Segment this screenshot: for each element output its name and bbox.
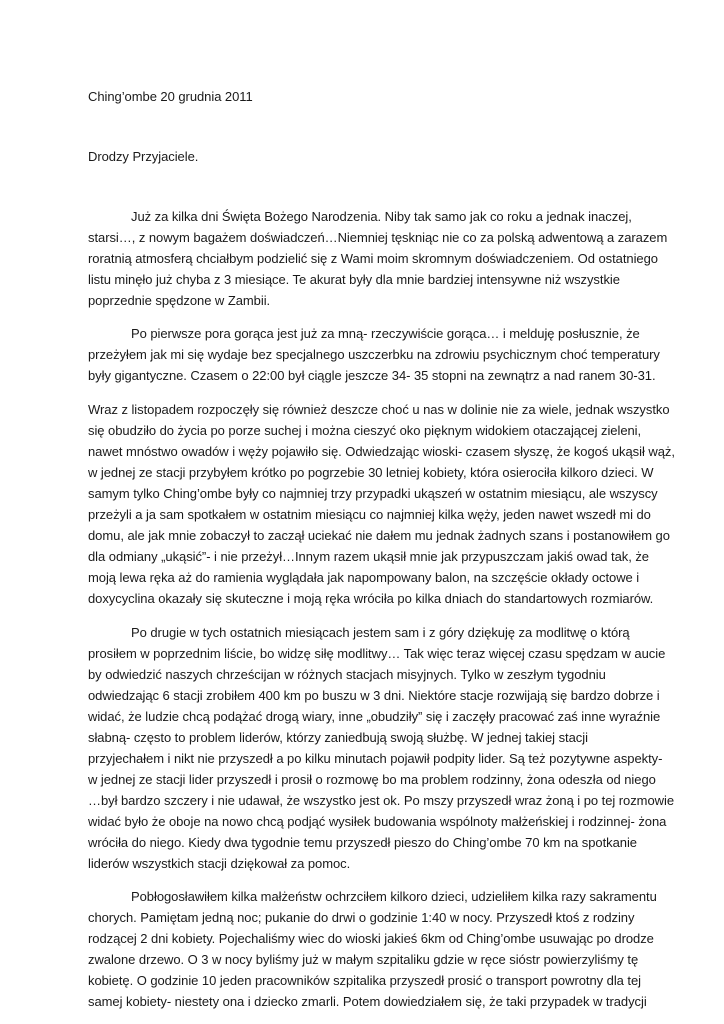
text-line: moją lewa ręka aż do ramienia wyglądała jak napompowany balon, na szczęście okłady octowe i (88, 570, 640, 585)
text-line: Już za kilka dni Święta Bożego Narodzenia. Niby tak samo jak co roku a jednak inaczej, (131, 209, 632, 224)
text-line: nawet mnóstwo owadów i węży pojawiło się. Odwiedzając wioski- czasem słyszę, że kogoś ukąsił wąż, (88, 444, 675, 459)
text-line: przeżyłem jak mi się wydaje bez specjalnego uszczerbku na zdrowiu psychicznym choć temperatury (88, 347, 660, 362)
text-line: były gigantyczne. Czasem o 22:00 był ciągle jeszcze 34- 35 stopni na zewnątrz a nad ranem 30-31. (88, 368, 656, 383)
text-line: odwiedzając 6 stacji zrobiłem 400 km po buszu w 3 dni. Niektóre stacje rozwijają się bardzo dobrze i (88, 688, 660, 703)
text-line: w jednej ze stacji lider przyszedł i prosił o rozmowę bo ma problem rodzinny, żona odeszła od niego (88, 772, 656, 787)
text-line: liderów wszystkich stacji dziękował za pomoc. (88, 856, 351, 871)
text-line: zwalone drzewo. O 3 w nocy byliśmy już w małym szpitaliku gdzie w ręce sióstr powierzyliśmy tę (88, 952, 639, 967)
letter-greeting: Drodzy Przyjaciele. (88, 149, 199, 164)
text-line: starsi…, z nowym bagażem doświadczeń…Niemniej tęskniąc nie co za polską adwentową a zarazem (88, 230, 668, 245)
text-line: listu minęło już chyba z 3 miesiące. Te akurat były dla mnie bardziej intensywne niż wszystkie (88, 272, 620, 287)
text-line: wróciła do niego. Kiedy dwa tygodnie temu przyszedł pieszo do Ching’ombe 70 km na spotkanie (88, 835, 637, 850)
text-line: przeżyli a ja sam spotkałem w ostatnim miesiącu co najmniej kilka węży, jeden nawet wszedł mi do (88, 507, 651, 522)
text-line: samej kobiety- niestety ona i dziecko zmarli. Potem dowiedziałem się, że taki przypadek w tradycji (88, 994, 647, 1009)
text-line: Po pierwsze pora gorąca jest już za mną- rzeczywiście gorąca… i melduję posłusznie, że (131, 326, 640, 341)
text-line: słabną- często to problem liderów, którzy zaniedbują swoją służbę. W jednej takiej stacji (88, 730, 588, 745)
text-line: doxycyclina okazały się skuteczne i moją ręka wróciła po kilka dniach do standartowych rozmiarów. (88, 591, 654, 606)
text-line: się obudziło do życia po porze suchej i można cieszyć oko pięknym widokiem otaczającej zieleni, (88, 423, 642, 438)
text-line: widać było że oboje na nowo chcą podjąć wysiłek budowania wspólnoty małżeńskiej i rodzinnej- żona (88, 814, 667, 829)
text-line: kobietę. O godzinie 10 jeden pracowników szpitalika przyszedł prosić o transport powrotny dla tej (88, 973, 641, 988)
text-line: poprzednie spędzone w Zambii. (88, 293, 271, 308)
text-line: dla odmiany „ukąsić”- i nie przeżył…Innym razem ukąsił mnie jak przypuszczam jakiś owad tak, że (88, 549, 649, 564)
text-line: …był bardzo szczery i nie udawał, że wszystko jest ok. Po mszy przyszedł wraz żoną i po tej rozmowie (88, 793, 674, 808)
text-line: chorych. Pamiętam jedną noc; pukanie do drwi o godzinie 1:40 w nocy. Przyszedł ktoś z rodziny (88, 910, 635, 925)
text-line: Po drugie w tych ostatnich miesiącach jestem sam i z góry dziękuję za modlitwę o którą (131, 625, 630, 640)
text-line: domu, ale jak mnie zobaczył to zaczął uciekać nie dałem mu jednak żadnych szans i postanowiłem go (88, 528, 670, 543)
text-line: rodzącej 2 dni kobiety. Pojechaliśmy wiec do wioski jakieś 6km od Ching’ombe usuwając po drodze (88, 931, 654, 946)
text-line: Pobłogosławiłem kilka małżeństw ochrzciłem kilkoro dzieci, udzieliłem kilka razy sakramentu (131, 889, 657, 904)
text-line: samym tylko Ching’ombe były co najmniej trzy przypadki ukąszeń w ostatnim miesiącu, ale wszyscy (88, 486, 658, 501)
text-line: w jednej ze stacji przybyłem krótko po pogrzebie 30 letniej kobiety, która osierociła kilkoro dzieci. W (88, 465, 654, 480)
text-line: widać, że ludzie chcą podążać drogą wiary, inne „obudziły” się i zaczęły pracować zaś inne wyraźnie (88, 709, 661, 724)
text-line: przyjechałem i nikt nie przyszedł a po kilku minutach pojawił podpity lider. Są też pozytywne aspekty- (88, 751, 663, 766)
text-line: roratnią atmosferą chciałbym podzielić się z Wami moim skromnym doświadczeniem. Od ostatniego (88, 251, 658, 266)
text-line: Wraz z listopadem rozpoczęły się również deszcze choć u nas w dolinie nie za wiele, jednak wszystko (88, 402, 670, 417)
text-line: by odwiedzić naszych chrześcijan w różnych stacjach misyjnych. Tylko w zeszłym tygodniu (88, 667, 606, 682)
letter-date: Ching’ombe 20 grudnia 2011 (88, 89, 253, 104)
text-line: prosiłem w poprzednim liście, bo widzę siłę modlitwy… Tak więc teraz więcej czasu spędzam w aucie (88, 646, 666, 661)
